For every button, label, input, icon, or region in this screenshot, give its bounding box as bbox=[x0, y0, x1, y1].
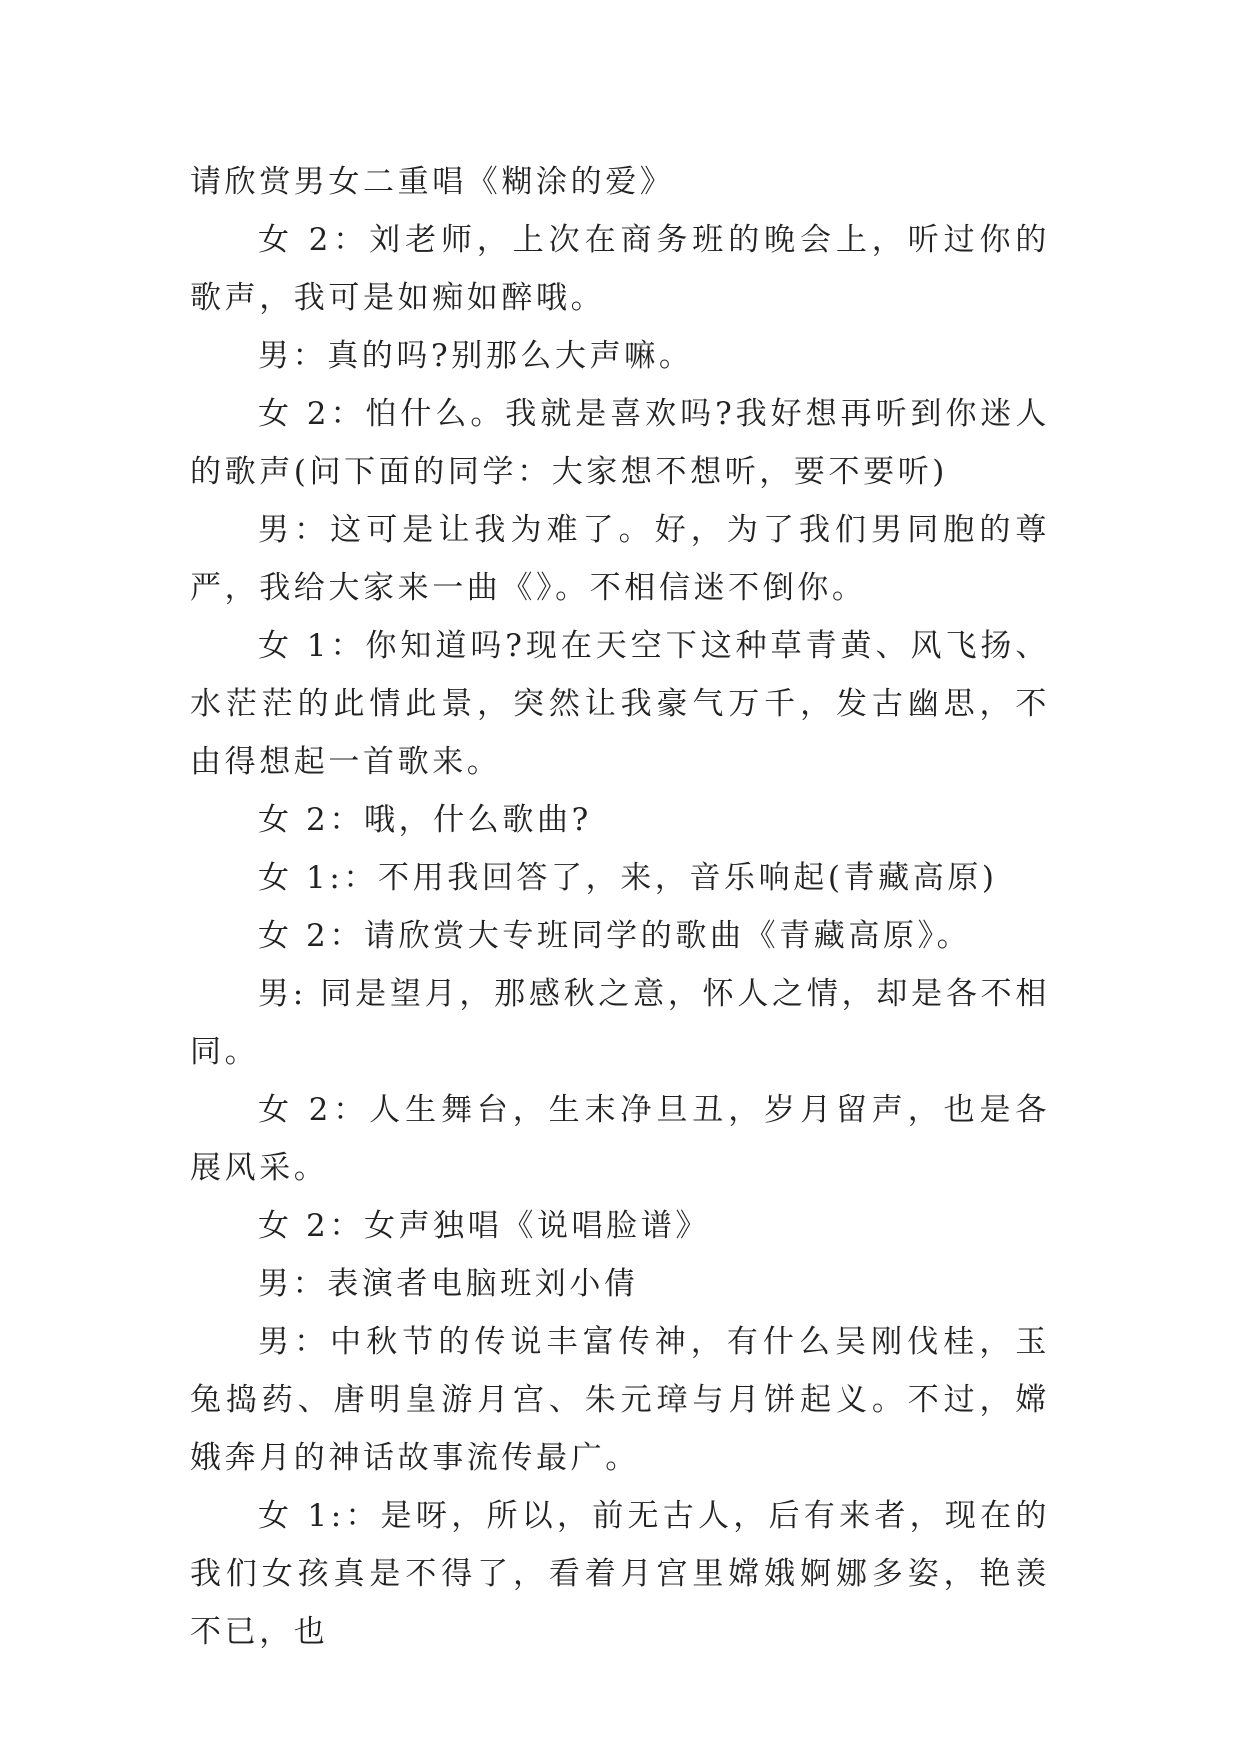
paragraph: 男: 同是望月，那感秋之意，怀人之情，却是各不相同。 bbox=[190, 976, 1050, 1070]
paragraph: 女 2：请欣赏大专班同学的歌曲《青藏高原》。 bbox=[258, 918, 972, 954]
paragraph: 男：这可是让我为难了。好，为了我们男同胞的尊严，我给大家来一曲《》。不相信迷不倒你。 bbox=[190, 512, 1050, 606]
paragraph: 女 2：人生舞台，生末净旦丑，岁月留声，也是各展风采。 bbox=[190, 1092, 1050, 1186]
paragraph: 男：真的吗?别那么大声嘛。 bbox=[258, 338, 694, 374]
paragraph: 女 1:：是呀，所以，前无古人，后有来者，现在的我们女孩真是不得了，看着月宫里嫦娥婀娜多姿，艳羡不已，也 bbox=[190, 1498, 1050, 1650]
paragraph: 女 2：女声独唱《说唱脸谱》 bbox=[258, 1208, 710, 1244]
paragraph: 女 2：刘老师，上次在商务班的晚会上，听过你的歌声，我可是如痴如醉哦。 bbox=[190, 222, 1050, 316]
paragraph: 请欣赏男女二重唱《糊涂的爱》 bbox=[190, 164, 675, 200]
paragraph: 女 2：哦，什么歌曲? bbox=[258, 802, 592, 838]
paragraph: 女 1：你知道吗?现在天空下这种草青黄、风飞扬、水茫茫的此情此景，突然让我豪气万千，发古幽思，不由得想起一首歌来。 bbox=[190, 628, 1050, 780]
paragraph: 男：表演者电脑班刘小倩 bbox=[258, 1266, 639, 1302]
paragraph: 女 1:：不用我回答了，来，音乐响起(青藏高原) bbox=[258, 860, 998, 896]
document-body bbox=[190, 153, 1050, 1661]
paragraph: 女 2：怕什么。我就是喜欢吗?我好想再听到你迷人的歌声(问下面的同学：大家想不想听，要不要听) bbox=[190, 396, 1050, 490]
paragraph: 男：中秋节的传说丰富传神，有什么吴刚伐桂，玉兔捣药、唐明皇游月宫、朱元璋与月饼起义。不过，嫦娥奔月的神话故事流传最广。 bbox=[190, 1324, 1050, 1476]
